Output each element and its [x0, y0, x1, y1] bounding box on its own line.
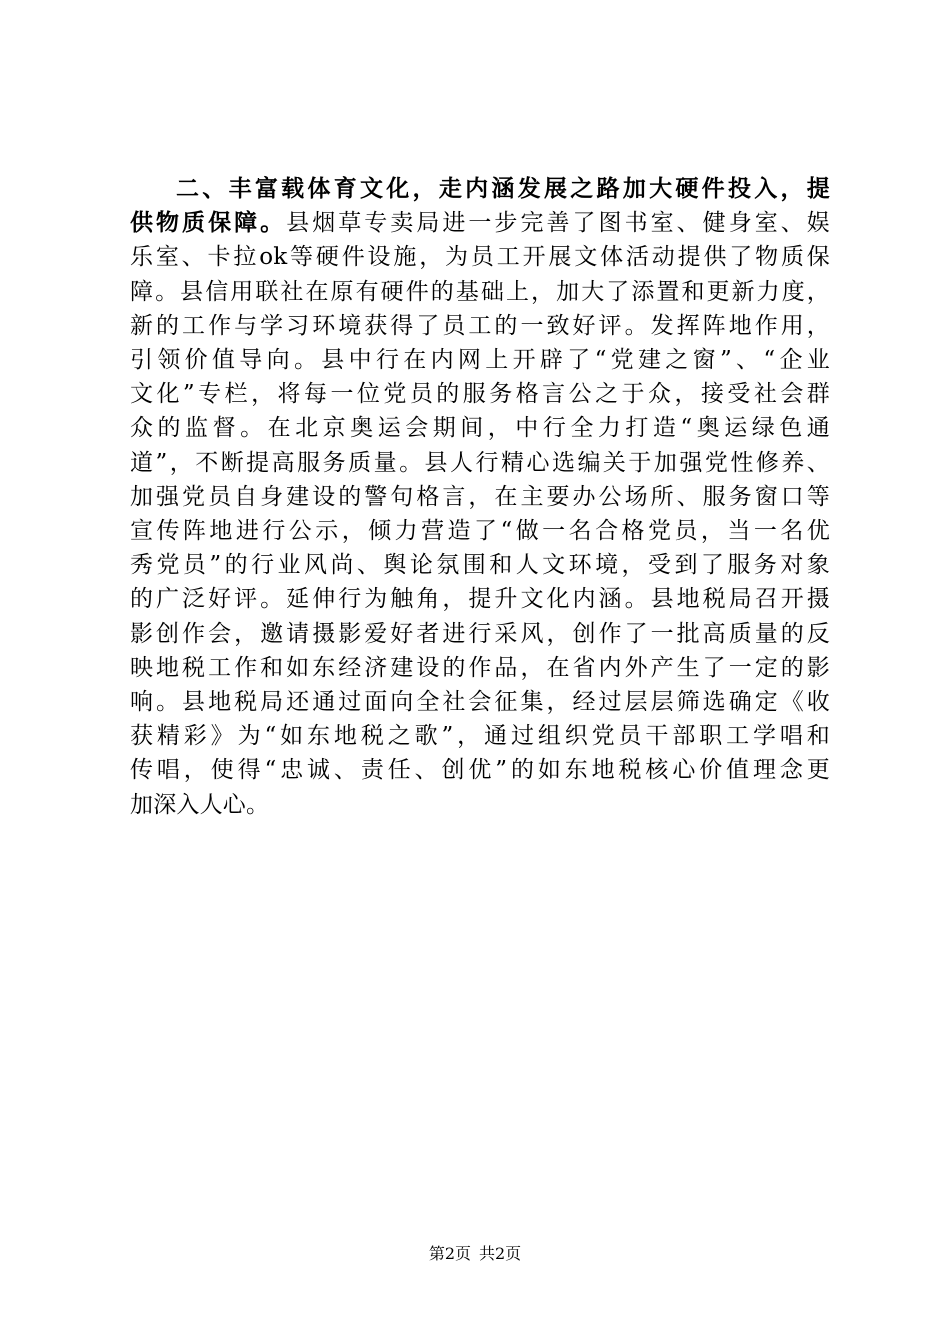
page-total: 共2页 — [479, 1244, 522, 1263]
paragraph-line — [130, 240, 830, 274]
page-number: 第2页 — [428, 1244, 471, 1263]
paragraph-line — [130, 548, 830, 582]
paragraph-line — [130, 309, 830, 343]
bold-heading-text: 供物质保障。 — [130, 209, 287, 237]
paragraph-line — [130, 651, 830, 685]
line-text: 道”，不断提高服务质量。县人行精心选编关于加强党性修养、 — [130, 449, 830, 476]
line-text: 新的工作与学习环境获得了员工的一致好评。发挥阵地作用， — [130, 312, 830, 339]
paragraph-line — [130, 753, 830, 787]
paragraph-line — [130, 685, 830, 719]
paragraph-line — [130, 343, 830, 377]
paragraph-line — [130, 719, 830, 753]
paragraph-line — [130, 411, 830, 445]
bold-heading-text: 二、丰富载体育文化，走内涵发展之路加大硬件投入，提 — [176, 175, 830, 202]
paragraph-line — [130, 582, 830, 616]
line-text: 众的监督。在北京奥运会期间，中行全力打造“奥运绿色通 — [130, 415, 830, 442]
line-text: 响。县地税局还通过面向全社会征集，经过层层筛选确定《收 — [130, 689, 830, 716]
line-text: 障。县信用联社在原有硬件的基础上，加大了添置和更新力度， — [130, 278, 830, 305]
paragraph-line — [130, 275, 830, 309]
paragraph-line — [130, 206, 830, 240]
line-text: 的广泛好评。延伸行为触角，提升文化内涵。县地税局召开摄 — [130, 586, 830, 613]
paragraph-line — [130, 788, 830, 822]
line-text: 映地税工作和如东经济建设的作品，在省内外产生了一定的影 — [130, 654, 830, 681]
paragraph-line — [130, 446, 830, 480]
page-footer — [0, 1244, 950, 1264]
paragraph-line — [130, 480, 830, 514]
line-text: 加强党员自身建设的警句格言，在主要办公场所、服务窗口等 — [130, 483, 830, 510]
paragraph-line — [130, 514, 830, 548]
line-text: 乐室、卡拉ok等硬件设施，为员工开展文体活动提供了物质保 — [130, 244, 830, 271]
paragraph-line — [130, 172, 830, 206]
line-text: 秀党员”的行业风尚、舆论氛围和人文环境，受到了服务对象 — [130, 552, 830, 579]
line-text: 宣传阵地进行公示，倾力营造了“做一名合格党员，当一名优 — [130, 518, 830, 545]
line-text: 引领价值导向。县中行在内网上开辟了“党建之窗”、“企业 — [130, 347, 830, 374]
paragraph-line — [130, 377, 830, 411]
paragraph-line — [130, 617, 830, 651]
body-paragraph — [130, 172, 830, 822]
line-text: 加深入人心。 — [130, 791, 270, 818]
line-text: 影创作会，邀请摄影爱好者进行采风，创作了一批高质量的反 — [130, 620, 830, 647]
line-text: 县烟草专卖局进一步完善了图书室、健身室、娱 — [286, 210, 830, 237]
line-text: 获精彩》为“如东地税之歌”，通过组织党员干部职工学唱和 — [130, 723, 830, 750]
line-text: 传唱，使得“忠诚、责任、创优”的如东地税核心价值理念更 — [130, 757, 830, 784]
line-text: 文化”专栏，将每一位党员的服务格言公之于众，接受社会群 — [130, 381, 830, 408]
